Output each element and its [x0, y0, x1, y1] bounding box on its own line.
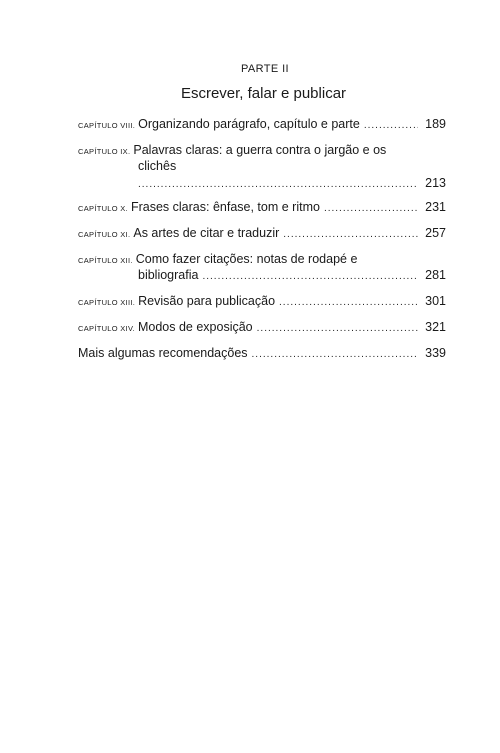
- chapter-number: CAPÍTULO XIV.: [78, 324, 135, 333]
- toc-entry: [78, 143, 446, 192]
- page-number: 321: [425, 320, 446, 334]
- toc-entry: [78, 346, 446, 362]
- dot-leader: [364, 118, 418, 133]
- dot-leader: [138, 177, 418, 192]
- chapter-title: Frases claras: ênfase, tom e ritmo: [130, 200, 320, 214]
- chapter-title-continued: clichês: [138, 159, 177, 173]
- chapter-number: CAPÍTULO IX.: [78, 147, 131, 156]
- toc-entry: [78, 294, 446, 310]
- dot-leader: [279, 295, 418, 310]
- toc-entry: [78, 320, 446, 336]
- chapter-title: Como fazer citações: notas de rodapé e: [135, 252, 358, 266]
- dot-leader: [324, 201, 418, 216]
- toc-entry: [78, 117, 446, 133]
- dot-leader: [252, 347, 418, 362]
- chapter-number: CAPÍTULO X.: [78, 204, 128, 213]
- toc-entry: [78, 252, 446, 284]
- chapter-title: Organizando parágrafo, capítulo e parte: [138, 117, 360, 131]
- chapter-number: CAPÍTULO XI.: [78, 230, 131, 239]
- page-number: 213: [425, 176, 446, 190]
- chapter-number: CAPÍTULO VIII.: [78, 121, 136, 130]
- chapter-title: As artes de citar e traduzir: [133, 226, 280, 240]
- dot-leader: [283, 227, 418, 242]
- page-number: 231: [425, 200, 446, 214]
- page-number: 281: [425, 268, 446, 282]
- page-number: 301: [425, 294, 446, 308]
- toc-entry: [78, 226, 446, 242]
- chapter-title: Revisão para publicação: [138, 294, 276, 308]
- chapter-title: Mais algumas recomendações: [78, 346, 248, 360]
- toc-entry: [78, 200, 446, 216]
- dot-leader: [257, 321, 418, 336]
- chapter-title: Palavras claras: a guerra contra o jargão e os: [133, 143, 387, 157]
- chapter-number: CAPÍTULO XIII.: [78, 298, 136, 307]
- page-number: 257: [425, 226, 446, 240]
- part-title: Escrever, falar e publicar: [180, 85, 347, 102]
- chapter-title: Modos de exposição: [137, 320, 253, 334]
- chapter-number: CAPÍTULO XII.: [78, 256, 133, 265]
- part-label: PARTE II: [240, 63, 290, 75]
- page-number: 189: [425, 117, 446, 131]
- table-of-contents: [78, 117, 446, 362]
- page-number: 339: [425, 346, 446, 360]
- dot-leader: [202, 269, 418, 284]
- chapter-title-continued: bibliografia: [138, 268, 199, 282]
